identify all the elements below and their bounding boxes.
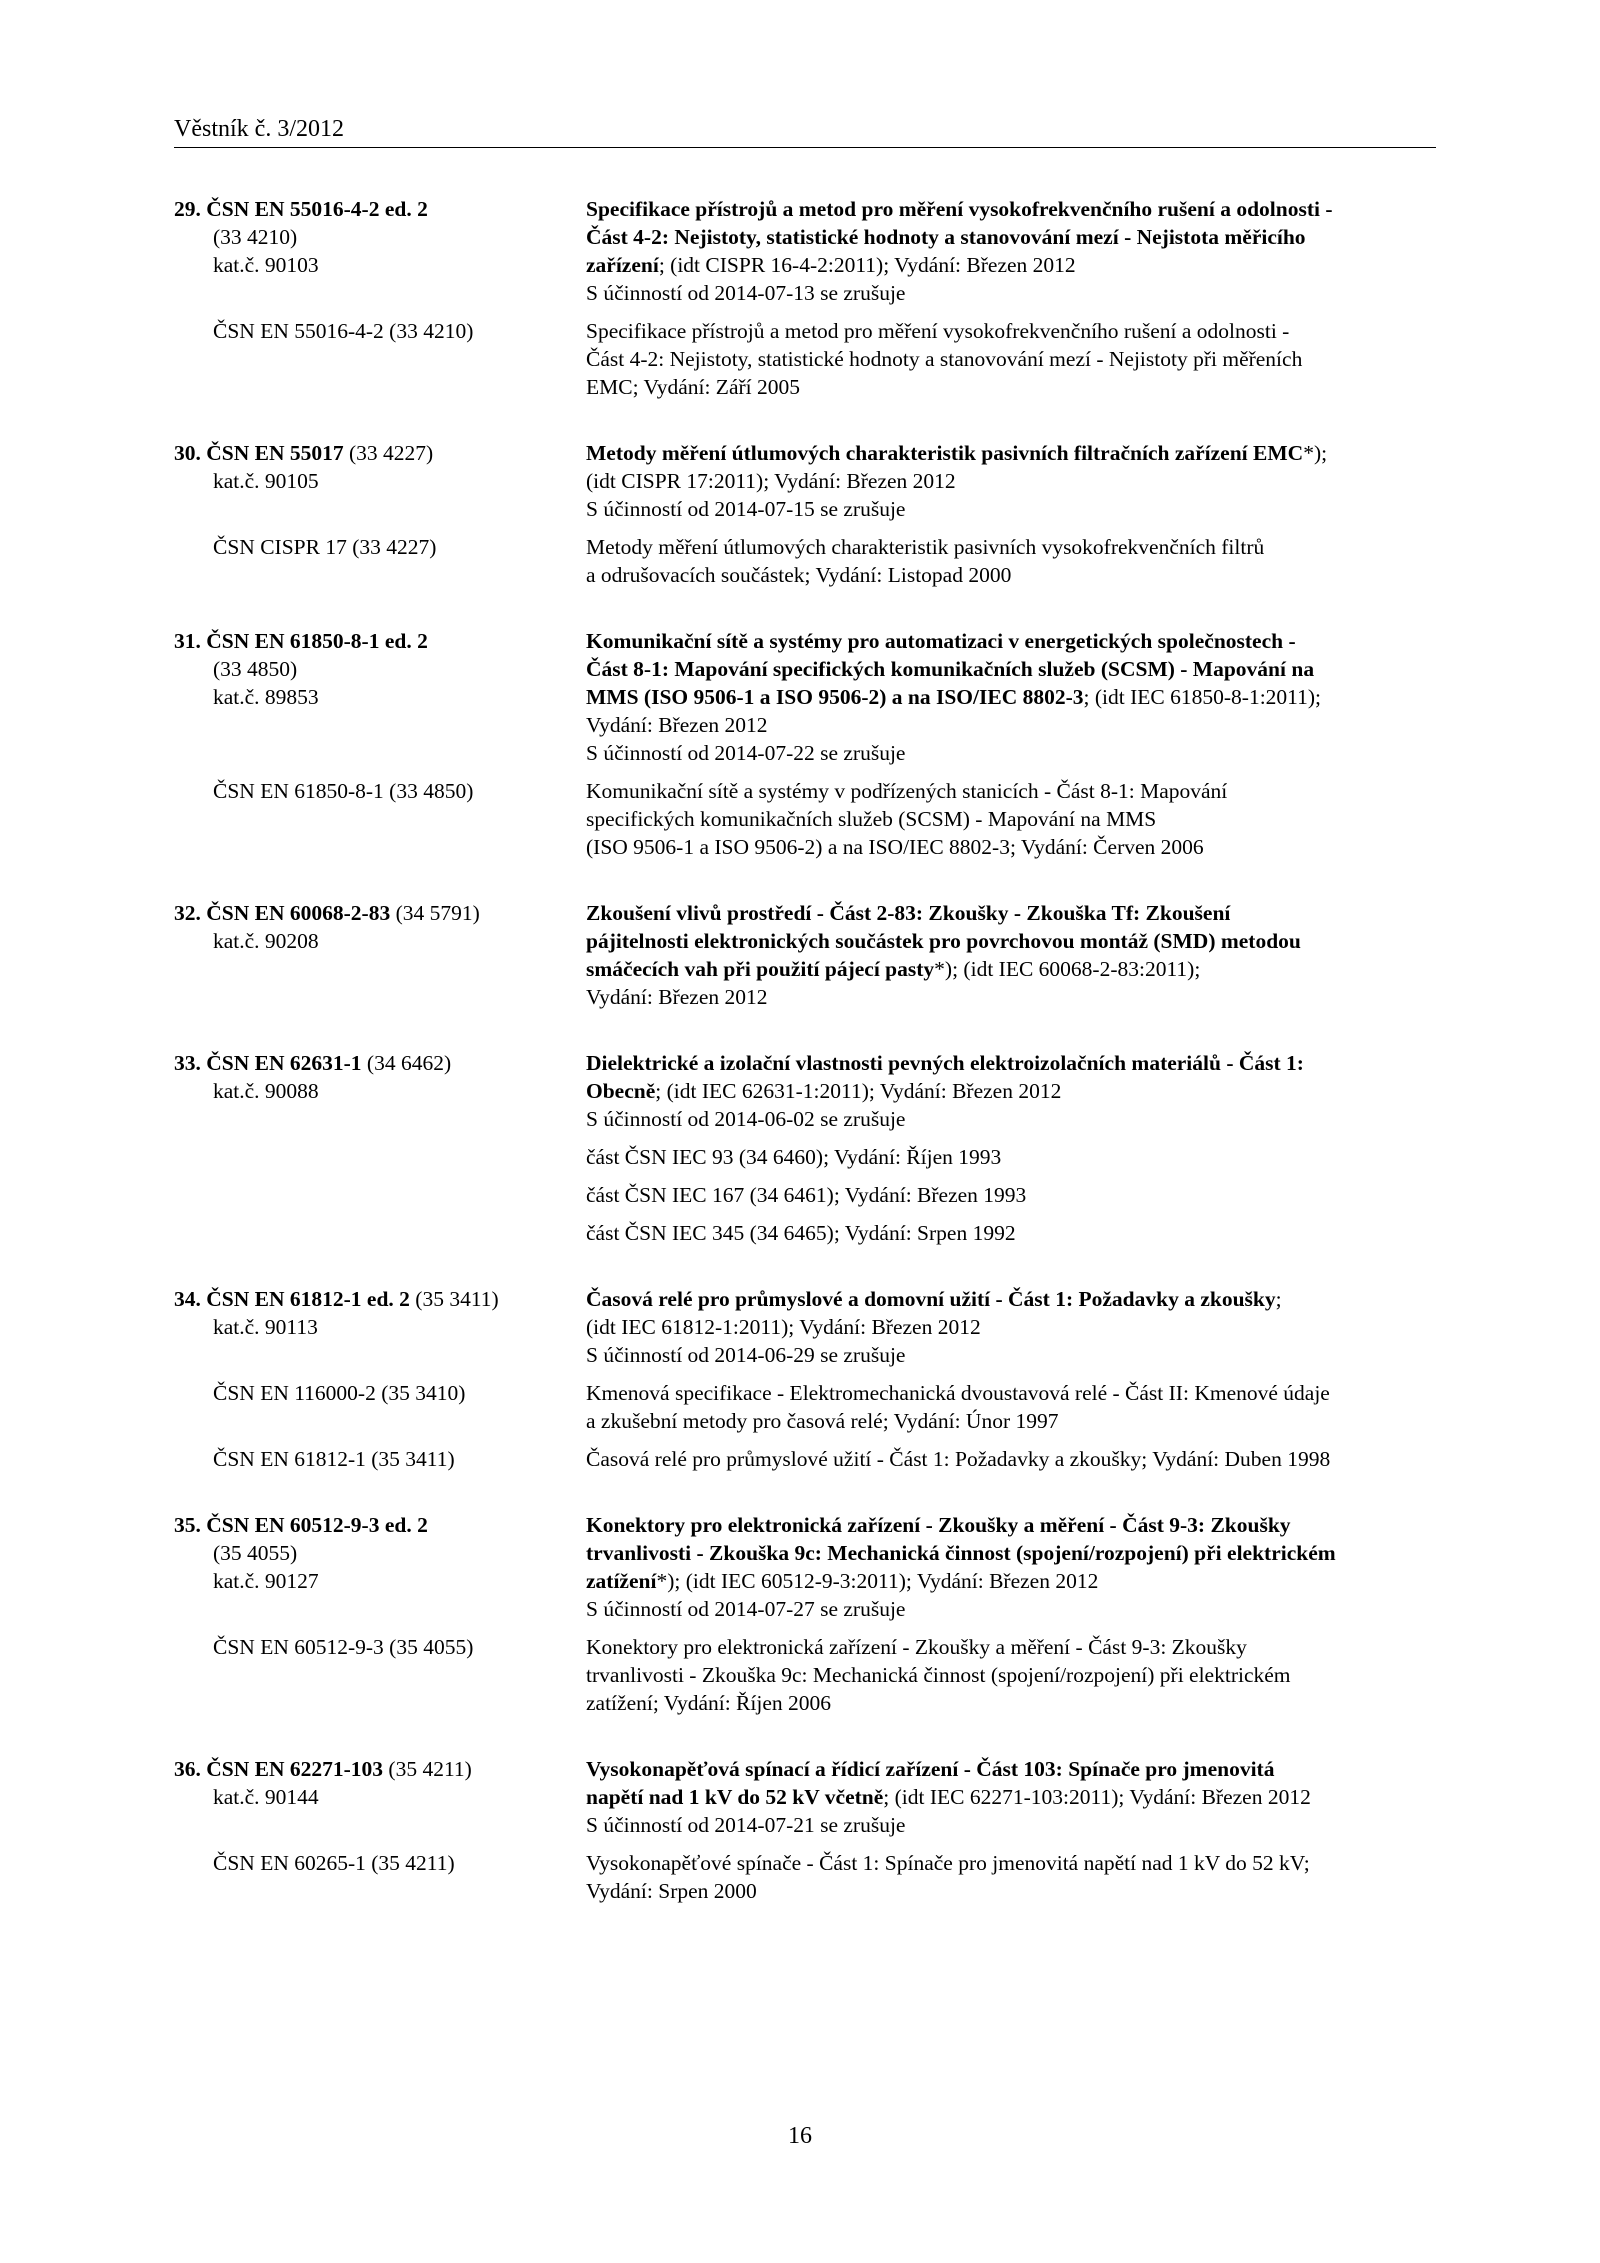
title-text: S účinností od 2014-07-22 se zrušuje <box>586 741 906 765</box>
standard-title <box>586 1511 1436 1623</box>
new-standard <box>174 1755 1436 1839</box>
replaced-code: ČSN CISPR 17 (33 4227) <box>213 535 437 559</box>
standard-code: ČSN EN 60512-9-3 ed. 2 <box>206 1513 428 1537</box>
standard-code-line <box>174 195 586 223</box>
replaced-standard <box>174 533 1436 589</box>
title-line <box>586 927 1436 955</box>
title-line <box>586 439 1436 467</box>
replaced-code: ČSN EN 55016-4-2 (33 4210) <box>213 319 474 343</box>
standard-entry <box>174 899 1436 1011</box>
replaced-standard <box>174 1143 1436 1171</box>
title-bold-text: pájitelnosti elektronických součástek pro povrchovou montáž (SMD) metodou <box>586 929 1301 953</box>
replaced-identifier <box>174 1379 586 1435</box>
title-bold-text: Komunikační sítě a systémy pro automatizaci v energetických společnostech - <box>586 629 1296 653</box>
title-text: ; <box>1275 1287 1282 1311</box>
replaced-title <box>586 1143 1436 1171</box>
title-bold-text: Konektory pro elektronická zařízení - Zkoušky a měření - Část 9-3: Zkoušky <box>586 1513 1291 1537</box>
replaced-title <box>586 317 1436 401</box>
replaced-title-line: Vydání: Srpen 2000 <box>586 1879 757 1903</box>
classification-code: (35 3411) <box>409 1287 499 1311</box>
classification-code: (33 4210) <box>213 225 298 249</box>
title-line <box>586 899 1436 927</box>
title-line <box>586 223 1436 251</box>
title-line <box>586 983 1436 1011</box>
replaced-title-line: Vysokonapěťové spínače - Část 1: Spínače pro jmenovitá napětí nad 1 kV do 52 kV; <box>586 1851 1310 1875</box>
standard-code-line <box>174 1285 586 1313</box>
title-text: S účinností od 2014-06-02 se zrušuje <box>586 1107 906 1131</box>
standard-title <box>586 899 1436 1011</box>
title-bold-text: zatížení <box>586 1569 657 1593</box>
title-line <box>586 1285 1436 1313</box>
replaced-standard <box>174 1633 1436 1717</box>
title-bold-text: Část 4-2: Nejistoty, statistické hodnoty a stanovování mezí - Nejistota měřicího <box>586 225 1306 249</box>
standard-title <box>586 439 1436 523</box>
replaced-code: ČSN EN 116000-2 (35 3410) <box>213 1381 466 1405</box>
catalog-number: kat.č. 90127 <box>213 1569 319 1593</box>
title-line <box>586 655 1436 683</box>
replaced-standard <box>174 317 1436 401</box>
classification-code: (33 4850) <box>213 657 298 681</box>
standards-list <box>174 195 1436 1943</box>
replaced-title <box>586 1445 1436 1473</box>
title-line <box>586 279 1436 307</box>
standard-code-line <box>174 899 586 927</box>
standard-title <box>586 1049 1436 1133</box>
title-text: (idt IEC 61812-1:2011); Vydání: Březen 2012 <box>586 1315 981 1339</box>
replaced-title-line: Komunikační sítě a systémy v podřízených stanicích - Část 8-1: Mapování <box>586 779 1228 803</box>
title-line <box>586 1049 1436 1077</box>
replaced-identifier <box>174 1143 586 1171</box>
standard-code-line <box>174 1511 586 1539</box>
replaced-standard <box>174 1445 1436 1473</box>
title-line <box>586 1783 1436 1811</box>
replaced-title-line: část ČSN IEC 167 (34 6461); Vydání: Březen 1993 <box>586 1183 1027 1207</box>
title-text: *); (idt IEC 60068-2-83:2011); <box>934 957 1201 981</box>
standard-identifier <box>174 1755 586 1839</box>
standard-entry <box>174 1755 1436 1905</box>
entry-number: 33. <box>174 1051 201 1075</box>
new-standard <box>174 439 1436 523</box>
replaced-title-line: část ČSN IEC 345 (34 6465); Vydání: Srpen 1992 <box>586 1221 1016 1245</box>
title-text: S účinností od 2014-07-27 se zrušuje <box>586 1597 906 1621</box>
standard-entry <box>174 1285 1436 1473</box>
page-number: 16 <box>788 2123 812 2149</box>
replaced-title-line: specifických komunikačních služeb (SCSM) - Mapování na MMS <box>586 807 1157 831</box>
replaced-title-line: Metody měření útlumových charakteristik pasivních vysokofrekvenčních filtrů <box>586 535 1265 559</box>
replaced-title <box>586 1379 1436 1435</box>
journal-header: Věstník č. 3/2012 <box>174 116 344 142</box>
catalog-number: kat.č. 90113 <box>213 1315 318 1339</box>
standard-identifier <box>174 1511 586 1623</box>
replaced-identifier <box>174 1633 586 1717</box>
title-text: S účinností od 2014-07-15 se zrušuje <box>586 497 906 521</box>
title-bold-text: trvanlivosti - Zkouška 9c: Mechanická činnost (spojení/rozpojení) při elektrickém <box>586 1541 1336 1565</box>
standard-code-line <box>174 439 586 467</box>
replaced-title-line: část ČSN IEC 93 (34 6460); Vydání: Říjen 1993 <box>586 1145 1002 1169</box>
replaced-code: ČSN EN 61812-1 (35 3411) <box>213 1447 455 1471</box>
entry-number: 36. <box>174 1757 201 1781</box>
standard-code: ČSN EN 55017 <box>206 441 344 465</box>
title-line <box>586 1595 1436 1623</box>
entry-number: 31. <box>174 629 201 653</box>
standard-entry <box>174 627 1436 861</box>
replaced-title <box>586 533 1436 589</box>
entry-number: 34. <box>174 1287 201 1311</box>
new-standard <box>174 1049 1436 1133</box>
title-text: *); (idt IEC 60512-9-3:2011); Vydání: Březen 2012 <box>656 1569 1099 1593</box>
replaced-title-line: zatížení; Vydání: Říjen 2006 <box>586 1691 832 1715</box>
replaced-title-line: a zkušební metody pro časová relé; Vydání: Únor 1997 <box>586 1409 1059 1433</box>
classification-code: (35 4211) <box>383 1757 472 1781</box>
new-standard <box>174 627 1436 767</box>
title-bold-text: napětí nad 1 kV do 52 kV včetně <box>586 1785 884 1809</box>
standard-title <box>586 627 1436 767</box>
standard-entry <box>174 1511 1436 1717</box>
entry-number: 29. <box>174 197 201 221</box>
title-bold-text: zařízení <box>586 253 659 277</box>
catalog-number: kat.č. 90144 <box>213 1785 319 1809</box>
new-standard <box>174 899 1436 1011</box>
catalog-number: kat.č. 90208 <box>213 929 319 953</box>
replaced-title <box>586 1633 1436 1717</box>
title-line <box>586 1755 1436 1783</box>
standard-identifier <box>174 899 586 1011</box>
catalog-number: kat.č. 90105 <box>213 469 319 493</box>
title-text: ; (idt IEC 62631-1:2011); Vydání: Březen 2012 <box>655 1079 1062 1103</box>
title-line <box>586 711 1436 739</box>
classification-code: (34 5791) <box>390 901 480 925</box>
standard-identifier <box>174 1285 586 1369</box>
title-line <box>586 627 1436 655</box>
title-text: S účinností od 2014-07-13 se zrušuje <box>586 281 906 305</box>
title-bold-text: Specifikace přístrojů a metod pro měření vysokofrekvenčního rušení a odolnosti - <box>586 197 1333 221</box>
standard-title <box>586 195 1436 307</box>
replaced-title-line: EMC; Vydání: Září 2005 <box>586 375 800 399</box>
new-standard <box>174 195 1436 307</box>
title-line <box>586 495 1436 523</box>
title-text: S účinností od 2014-07-21 se zrušuje <box>586 1813 906 1837</box>
replaced-code: ČSN EN 60265-1 (35 4211) <box>213 1851 455 1875</box>
title-line <box>586 739 1436 767</box>
title-bold-text: MMS (ISO 9506-1 a ISO 9506-2) a na ISO/IEC 8802-3 <box>586 685 1084 709</box>
title-line <box>586 955 1436 983</box>
title-bold-text: Vysokonapěťová spínací a řídicí zařízení - Část 103: Spínače pro jmenovitá <box>586 1757 1275 1781</box>
title-line <box>586 195 1436 223</box>
replaced-code: ČSN EN 60512-9-3 (35 4055) <box>213 1635 474 1659</box>
entry-number: 30. <box>174 441 201 465</box>
standard-code: ČSN EN 62271-103 <box>206 1757 384 1781</box>
replaced-identifier <box>174 533 586 589</box>
standard-code: ČSN EN 60068-2-83 <box>206 901 391 925</box>
replaced-title-line: Specifikace přístrojů a metod pro měření vysokofrekvenčního rušení a odolnosti - <box>586 319 1290 343</box>
classification-code: (34 6462) <box>361 1051 452 1075</box>
replaced-title-line: Časová relé pro průmyslové užití - Část 1: Požadavky a zkoušky; Vydání: Duben 1998 <box>586 1447 1331 1471</box>
title-bold-text: smáčecích vah při použití pájecí pasty <box>586 957 935 981</box>
title-text: *); <box>1303 441 1328 465</box>
new-standard <box>174 1511 1436 1623</box>
replaced-standard <box>174 1849 1436 1905</box>
standard-code-line <box>174 1755 586 1783</box>
replaced-standard <box>174 1379 1436 1435</box>
header-rule <box>174 147 1436 148</box>
catalog-number: kat.č. 90088 <box>213 1079 319 1103</box>
title-bold-text: Část 8-1: Mapování specifických komunikačních služeb (SCSM) - Mapování na <box>586 657 1315 681</box>
standard-entry <box>174 439 1436 589</box>
title-line <box>586 251 1436 279</box>
standard-code-line <box>174 627 586 655</box>
standard-entry <box>174 195 1436 401</box>
title-line <box>586 467 1436 495</box>
replaced-identifier <box>174 317 586 401</box>
title-text: (idt CISPR 17:2011); Vydání: Březen 2012 <box>586 469 956 493</box>
standard-title <box>586 1285 1436 1369</box>
entry-number: 35. <box>174 1513 201 1537</box>
title-line <box>586 1567 1436 1595</box>
title-line <box>586 1341 1436 1369</box>
title-text: ; (idt CISPR 16-4-2:2011); Vydání: Březen 2012 <box>658 253 1076 277</box>
replaced-title-line: (ISO 9506-1 a ISO 9506-2) a na ISO/IEC 8802-3; Vydání: Červen 2006 <box>586 835 1204 859</box>
replaced-title-line: a odrušovacích součástek; Vydání: Listopad 2000 <box>586 563 1012 587</box>
title-text: Vydání: Březen 2012 <box>586 985 768 1009</box>
entry-number: 32. <box>174 901 201 925</box>
catalog-number: kat.č. 90103 <box>213 253 319 277</box>
replaced-identifier <box>174 1219 586 1247</box>
replaced-standard <box>174 1181 1436 1209</box>
catalog-number: kat.č. 89853 <box>213 685 319 709</box>
title-line <box>586 1511 1436 1539</box>
replaced-identifier <box>174 1445 586 1473</box>
replaced-title <box>586 1181 1436 1209</box>
title-bold-text: Dielektrické a izolační vlastnosti pevných elektroizolačních materiálů - Část 1: <box>586 1051 1304 1075</box>
title-bold-text: Obecně <box>586 1079 656 1103</box>
replaced-identifier <box>174 1181 586 1209</box>
title-line <box>586 1313 1436 1341</box>
title-line <box>586 1105 1436 1133</box>
standard-identifier <box>174 627 586 767</box>
title-bold-text: Metody měření útlumových charakteristik pasivních filtračních zařízení EMC <box>586 441 1304 465</box>
replaced-identifier <box>174 1849 586 1905</box>
standard-code: ČSN EN 62631-1 <box>206 1051 362 1075</box>
title-bold-text: Zkoušení vlivů prostředí - Část 2-83: Zkoušky - Zkouška Tf: Zkoušení <box>586 901 1231 925</box>
standard-identifier <box>174 1049 586 1133</box>
replaced-title-line: Kmenová specifikace - Elektromechanická dvoustavová relé - Část II: Kmenové údaje <box>586 1381 1330 1405</box>
classification-code: (35 4055) <box>213 1541 298 1565</box>
standard-title <box>586 1755 1436 1839</box>
title-line <box>586 1077 1436 1105</box>
title-text: S účinností od 2014-06-29 se zrušuje <box>586 1343 906 1367</box>
title-text: ; (idt IEC 61850-8-1:2011); <box>1083 685 1321 709</box>
standard-code-line <box>174 1049 586 1077</box>
replaced-title-line: Konektory pro elektronická zařízení - Zkoušky a měření - Část 9-3: Zkoušky <box>586 1635 1247 1659</box>
title-line <box>586 683 1436 711</box>
standard-code: ČSN EN 61812-1 ed. 2 <box>206 1287 410 1311</box>
replaced-standard <box>174 1219 1436 1247</box>
standard-identifier <box>174 195 586 307</box>
replaced-identifier <box>174 777 586 861</box>
standard-code: ČSN EN 55016-4-2 ed. 2 <box>206 197 428 221</box>
replaced-title <box>586 777 1436 861</box>
replaced-title <box>586 1849 1436 1905</box>
replaced-title <box>586 1219 1436 1247</box>
standard-identifier <box>174 439 586 523</box>
title-line <box>586 1811 1436 1839</box>
standard-entry <box>174 1049 1436 1247</box>
title-line <box>586 1539 1436 1567</box>
replaced-title-line: trvanlivosti - Zkouška 9c: Mechanická činnost (spojení/rozpojení) při elektrickém <box>586 1663 1291 1687</box>
replaced-code: ČSN EN 61850-8-1 (33 4850) <box>213 779 474 803</box>
new-standard <box>174 1285 1436 1369</box>
title-text: Vydání: Březen 2012 <box>586 713 768 737</box>
title-bold-text: Časová relé pro průmyslové a domovní užití - Část 1: Požadavky a zkoušky <box>586 1287 1276 1311</box>
standard-code: ČSN EN 61850-8-1 ed. 2 <box>206 629 428 653</box>
replaced-title-line: Část 4-2: Nejistoty, statistické hodnoty a stanovování mezí - Nejistoty při měřeních <box>586 347 1303 371</box>
replaced-standard <box>174 777 1436 861</box>
title-text: ; (idt IEC 62271-103:2011); Vydání: Březen 2012 <box>883 1785 1311 1809</box>
classification-code: (33 4227) <box>343 441 434 465</box>
